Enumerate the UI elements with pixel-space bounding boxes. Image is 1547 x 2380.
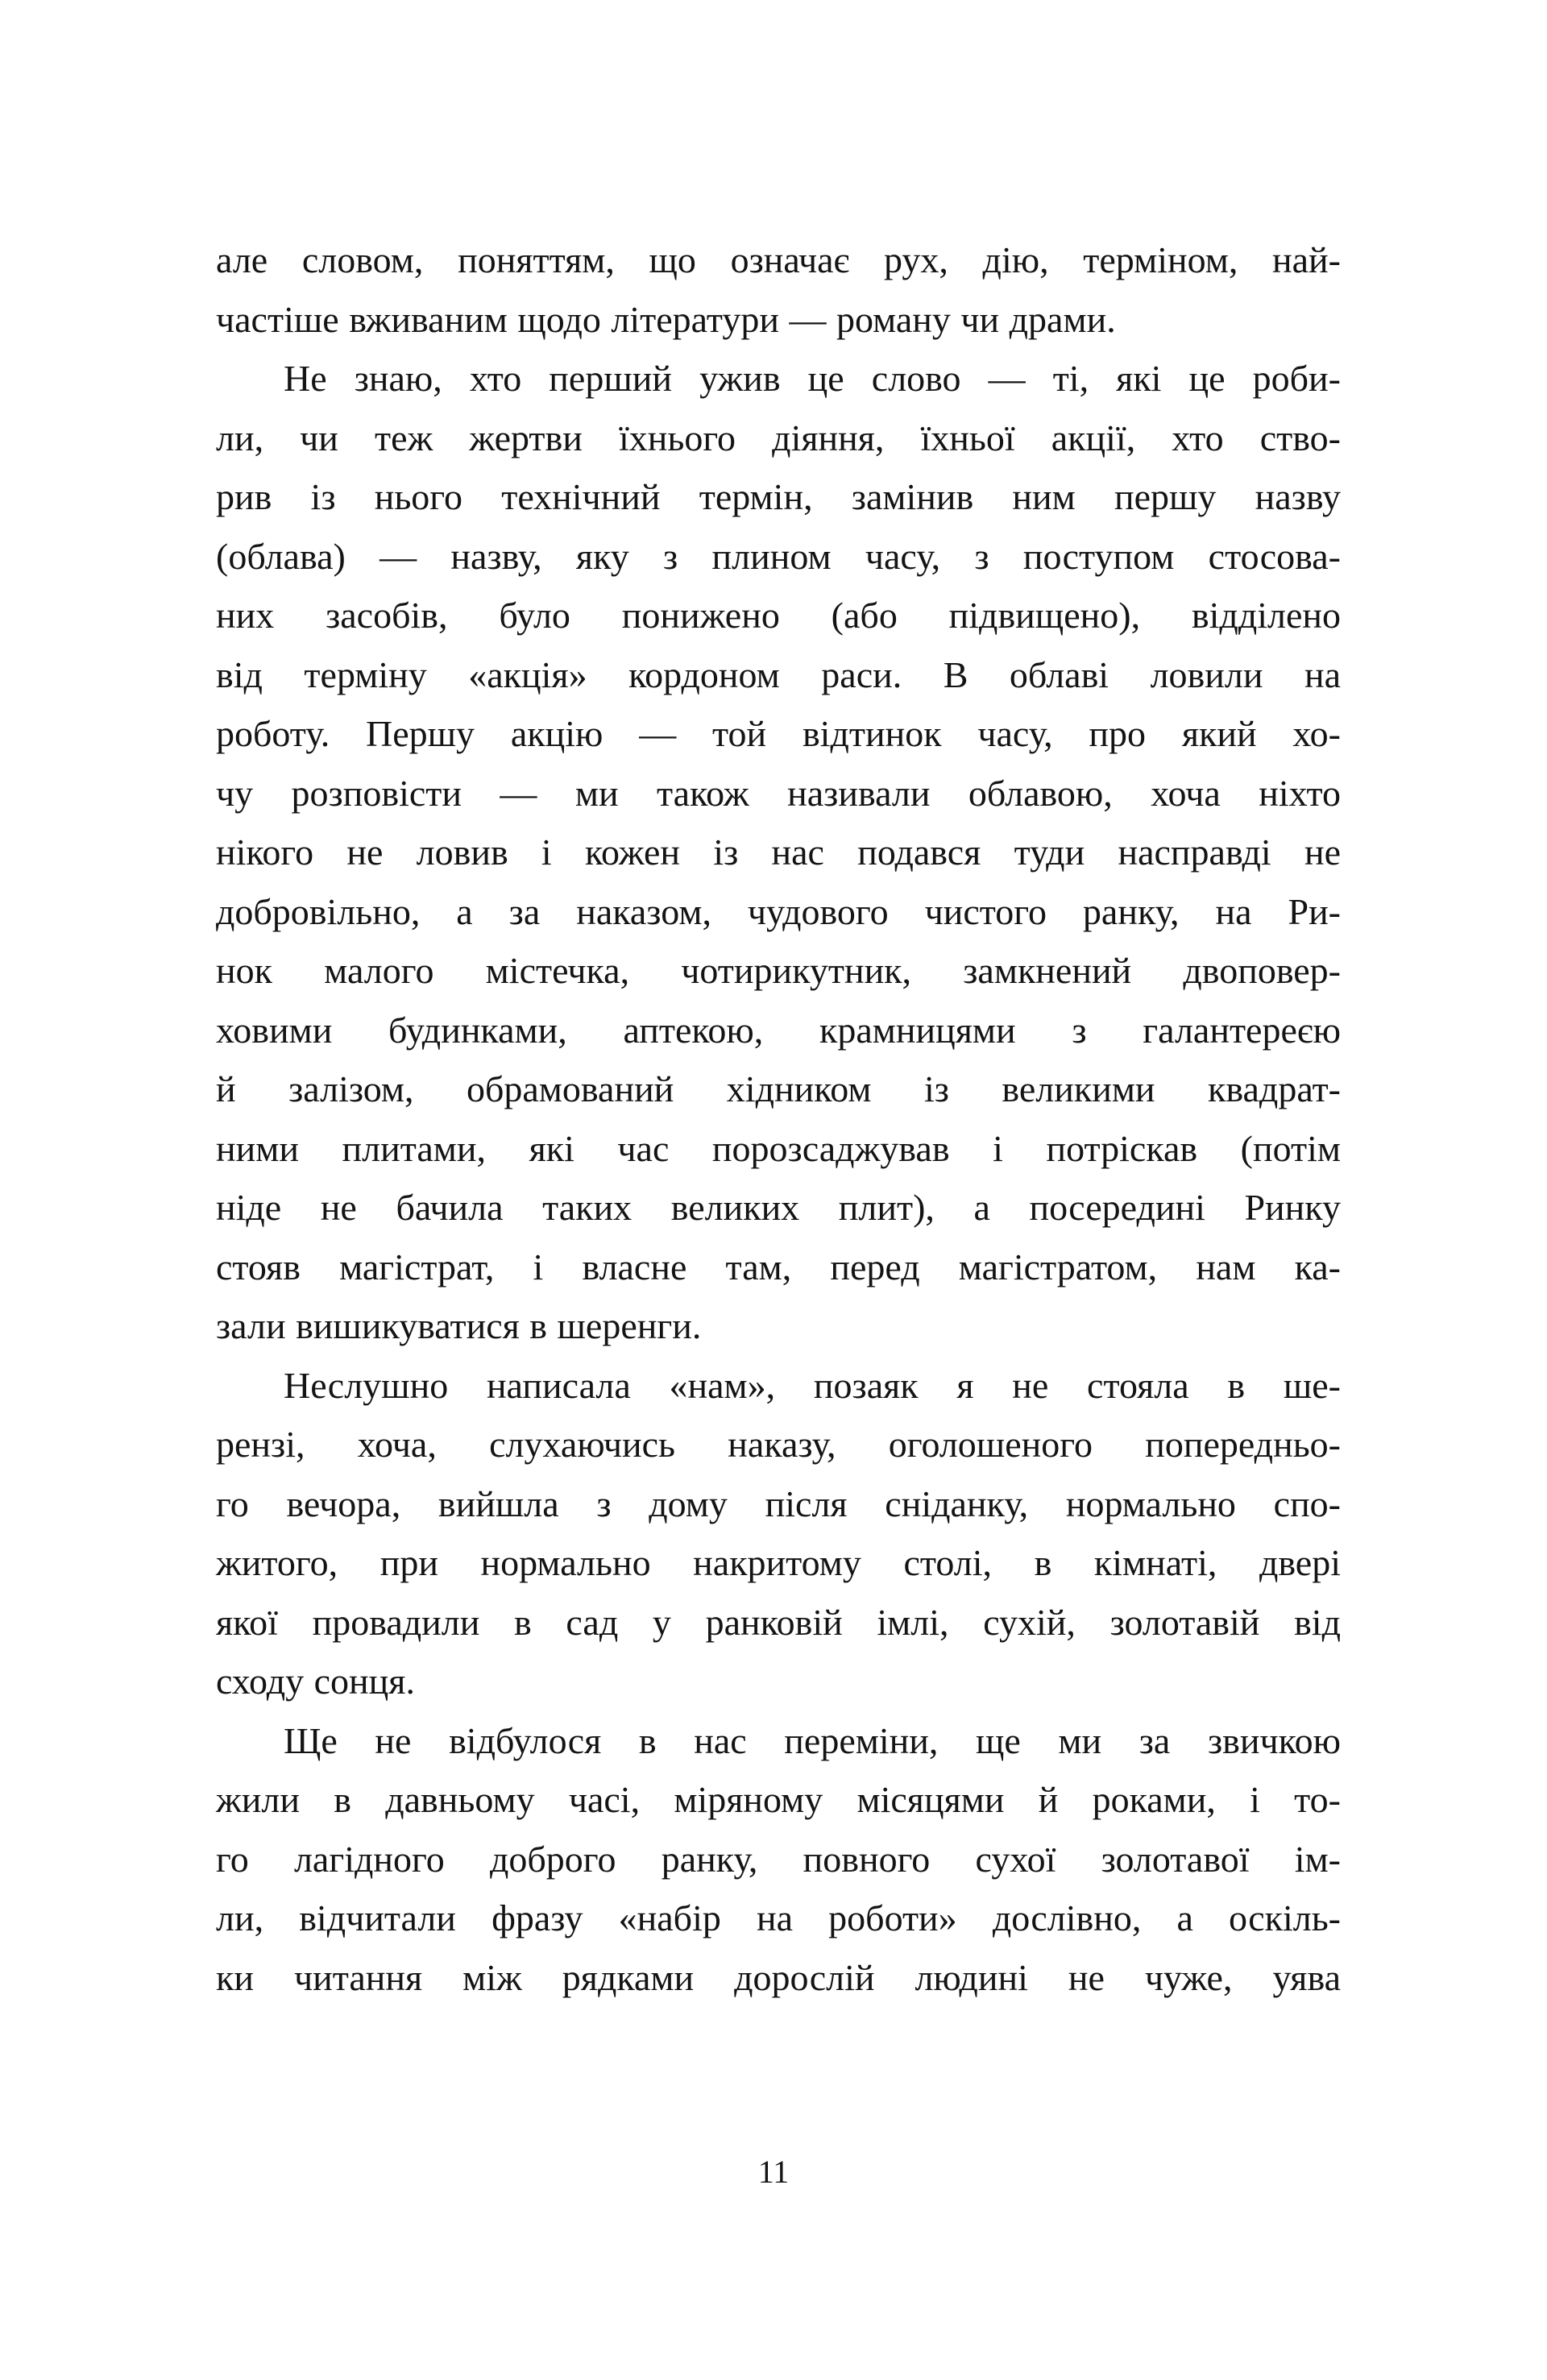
text-line: рензі, хоча, слухаючись наказу, оголошеного попередньо- — [216, 1424, 1341, 1465]
page-text — [216, 230, 1341, 2007]
text-line: (облава) — назву, яку з плином часу, з поступом стосова- — [216, 535, 1341, 577]
text-line: Не знаю, хто перший ужив це слово — ті, які це роби- — [284, 358, 1341, 399]
text-line: них засобів, було понижено (або підвищено), відділено — [216, 595, 1341, 636]
page-number: 11 — [757, 2154, 790, 2190]
text-line: від терміну «акція» кордоном раси. В облаві ловили на — [216, 653, 1341, 695]
paragraph — [216, 230, 1341, 349]
text-line: чу розповісти — ми також називали облавою, хоча ніхто — [216, 772, 1341, 814]
text-line: добровільно, а за наказом, чудового чистого ранку, на Ри- — [216, 890, 1341, 932]
text-line: жили в давньому часі, міряному місяцями й роками, і то- — [216, 1779, 1341, 1820]
text-line: й залізом, обрамований хідником із великими квадрат- — [216, 1068, 1341, 1109]
text-line: нок малого містечка, чотирикутник, замкнений двоповер- — [216, 950, 1341, 991]
text-line: сходу сонця. — [216, 1661, 415, 1702]
text-line: зали вишикуватися в шеренги. — [216, 1305, 702, 1346]
text-line: ли, відчитали фразу «набір на роботи» дослівно, а оскіль- — [216, 1897, 1341, 1938]
text-line: Ще не відбулося в нас переміни, ще ми за звичкою — [284, 1719, 1341, 1761]
text-line: го лагідного доброго ранку, повного сухої золотавої ім- — [216, 1838, 1341, 1880]
text-line: житого, при нормально накритому столі, в кімнаті, двері — [216, 1542, 1341, 1583]
text-line: Неслушно написала «нам», позаяк я не стояла в ше- — [284, 1364, 1341, 1406]
paragraph — [216, 1356, 1341, 1711]
text-line: ховими будинками, аптекою, крамницями з галантереєю — [216, 1009, 1341, 1051]
text-line: рив із нього технічний термін, замінив ним першу назву — [216, 476, 1341, 517]
text-line: ки читання між рядками дорослій людині не чуже, уява — [216, 1956, 1341, 1998]
text-line: частіше вживаним щодо літератури — роману чи драми. — [216, 298, 1116, 340]
text-line: ніде не бачила таких великих плит), а посередині Ринку — [216, 1187, 1341, 1228]
text-line: роботу. Першу акцію — той відтинок часу, про який хо- — [216, 713, 1341, 754]
text-line: але словом, поняттям, що означає рух, дію, терміном, най- — [216, 239, 1341, 280]
text-line: якої провадили в сад у ранковій імлі, сухій, золотавій від — [216, 1601, 1341, 1643]
paragraph — [216, 1711, 1341, 2008]
paragraph — [216, 349, 1341, 1356]
text-line: ними плитами, які час порозсаджував і потріскав (потім — [216, 1127, 1341, 1169]
text-line: нікого не ловив і кожен із нас подався туди насправді не — [216, 831, 1341, 873]
text-line: го вечора, вийшла з дому після сніданку, нормально спо- — [216, 1482, 1341, 1524]
text-line: стояв магістрат, і власне там, перед магістратом, нам ка- — [216, 1246, 1341, 1287]
text-line: ли, чи теж жертви їхнього діяння, їхньої акції, хто ство- — [216, 417, 1341, 458]
